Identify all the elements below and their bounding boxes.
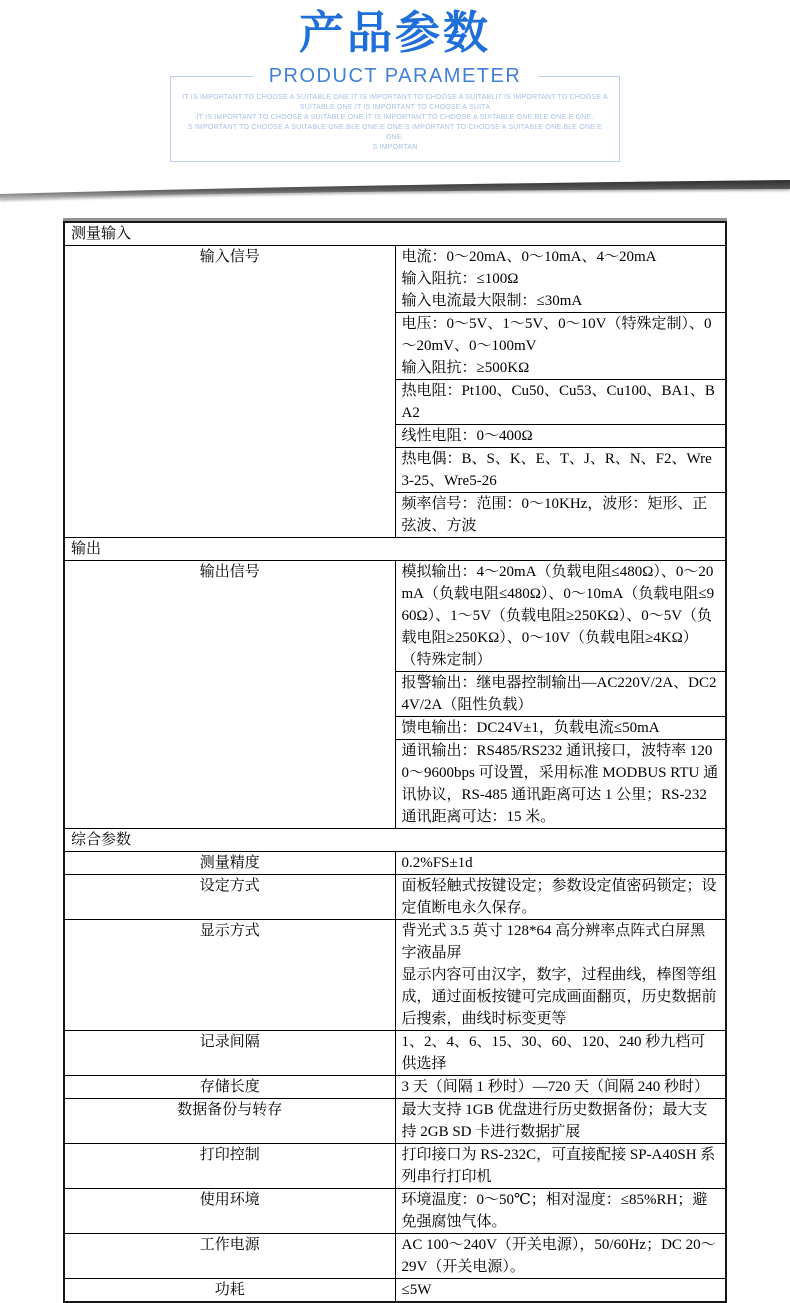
table-row	[64, 1144, 726, 1189]
table-row	[64, 1076, 726, 1099]
row-label: 测量精度	[64, 852, 395, 875]
row-label: 设定方式	[64, 875, 395, 920]
section-header: 综合参数	[64, 829, 726, 852]
parameters-table	[63, 221, 727, 1303]
table-row	[64, 875, 726, 920]
swoosh-graphic	[0, 178, 790, 208]
table-row	[64, 1234, 726, 1279]
table-row	[64, 1099, 726, 1144]
row-label: 数据备份与转存	[64, 1099, 395, 1144]
row-value: 3 天（间隔 1 秒时）—720 天（间隔 240 秒时）	[395, 1076, 726, 1099]
table-row	[64, 561, 726, 672]
page-header	[0, 0, 790, 162]
table-row	[64, 1279, 726, 1303]
value-line: 输入电流最大限制：≤30mA	[401, 293, 583, 309]
row-label: 使用环境	[64, 1189, 395, 1234]
row-value-voltage	[395, 313, 726, 380]
row-value-current	[395, 246, 726, 313]
row-value-frequency: 频率信号：范围：0～10KHz，波形：矩形、正弦波、方波	[395, 493, 726, 538]
page-subtitle: PRODUCT PARAMETER	[253, 65, 538, 88]
value-line: 电压：0～5V、1～5V、0～10V（特殊定制）、0～20mV、0～100mV	[401, 316, 712, 354]
row-value-analog-output: 模拟输出：4～20mA（负载电阻≤480Ω）、0～20mA（负载电阻≤480Ω）、0～10mA（负载电阻≤960Ω）、1～5V（负载电阻≥250KΩ）、0～5V（负载电阻≥250KΩ）、0～10V（负载电阻≥4KΩ）（特殊定制）	[395, 561, 726, 672]
row-label: 功耗	[64, 1279, 395, 1303]
row-value-comm-output: 通讯输出：RS485/RS232 通讯接口，波特率 1200～9600bps 可设置，采用标准 MODBUS RTU 通讯协议，RS-485 通讯距离可达 1 公里；RS-232 通讯距离可达：15 米。	[395, 740, 726, 829]
table-row	[64, 920, 726, 1031]
row-value-rtd: 热电阻：Pt100、Cu50、Cu53、Cu100、BA1、BA2	[395, 380, 726, 425]
row-value: 1、2、4、6、15、30、60、120、240 秒九档可供选择	[395, 1031, 726, 1076]
page-title: 产品参数	[298, 7, 491, 58]
row-value-alarm-output: 报警输出：继电器控制输出—AC220V/2A、DC24V/2A（阻性负载）	[395, 672, 726, 717]
row-value: 面板轻触式按键设定；参数设定值密码锁定；设定值断电永久保存。	[395, 875, 726, 920]
section-row-general	[64, 829, 726, 852]
row-value: ≤5W	[395, 1279, 726, 1303]
table-row	[64, 1031, 726, 1076]
row-value: AC 100～240V（开关电源），50/60Hz；DC 20～29V（开关电源）。	[395, 1234, 726, 1279]
row-value-feed-output: 馈电输出：DC24V±1，负载电流≤50mA	[395, 717, 726, 740]
tagline-line: IT IS IMPORTANT TO CHOOSE A SUITABLE ONE.IT IS IMPORTANT TO CHOOSE A SUITABLE ONE.BLE ONE.E ONE.	[196, 114, 594, 121]
row-value: 打印接口为 RS-232C，可直接配接 SP-A40SH 系列串行打印机	[395, 1144, 726, 1189]
divider-swoosh	[0, 178, 790, 208]
row-label: 存储长度	[64, 1076, 395, 1099]
value-line: 输入阻抗：≥500KΩ	[401, 360, 530, 376]
row-label-input-signal: 输入信号	[64, 246, 395, 538]
row-label-output-signal: 输出信号	[64, 561, 395, 829]
section-header: 测量输入	[64, 222, 726, 246]
row-value: 环境温度：0～50℃；相对湿度：≤85%RH；避免强腐蚀气体。	[395, 1189, 726, 1234]
subtitle-box	[170, 65, 620, 162]
row-value: 最大支持 1GB 优盘进行历史数据备份；最大支持 2GB SD 卡进行数据扩展	[395, 1099, 726, 1144]
table-row	[64, 1189, 726, 1234]
row-value-thermocouple: 热电偶：B、S、K、E、T、J、R、N、F2、Wre3-25、Wre5-26	[395, 448, 726, 493]
section-row-output	[64, 538, 726, 561]
tagline-line: S IMPORTAN	[372, 144, 418, 151]
row-label: 显示方式	[64, 920, 395, 1031]
value-line: 电流：0～20mA、0～10mA、4～20mA	[401, 249, 657, 265]
row-value-display	[395, 920, 726, 1031]
value-line: 背光式 3.5 英寸 128*64 高分辨率点阵式白屏黑字液晶屏	[401, 923, 706, 961]
row-value-linear-resistance: 线性电阻：0～400Ω	[395, 425, 726, 448]
section-row-measure-input	[64, 222, 726, 246]
section-header: 输出	[64, 538, 726, 561]
row-label: 记录间隔	[64, 1031, 395, 1076]
tagline	[179, 93, 611, 153]
tagline-line: IT IS IMPORTANT TO CHOOSE A SUITABLE ONE.IT IS IMPORTANT TO CHOOSE A SUITABLIT IS IMPORTANT TO CHOOSE A SUITABLE ONE.IT IS IMPORTANT TO CHOOSE A SUITA	[182, 94, 608, 111]
row-value: 0.2%FS±1d	[395, 852, 726, 875]
spec-table-wrapper	[63, 218, 727, 1303]
table-row	[64, 246, 726, 313]
tagline-line: S IMPORTANT TO CHOOSE A SUITABLE ONE.BLE ONE.E ONE.S IMPORTANT TO CHOOSE A SUITABLE ONE.BLE ONE.E ONE.	[187, 124, 603, 141]
table-row	[64, 852, 726, 875]
value-line: 输入阻抗：≤100Ω	[401, 271, 519, 287]
row-label: 工作电源	[64, 1234, 395, 1279]
row-label: 打印控制	[64, 1144, 395, 1189]
value-line: 显示内容可由汉字，数字，过程曲线，棒图等组成，通过面板按键可完成画面翻页，历史数据前后搜索，曲线时标变更等	[401, 967, 717, 1027]
